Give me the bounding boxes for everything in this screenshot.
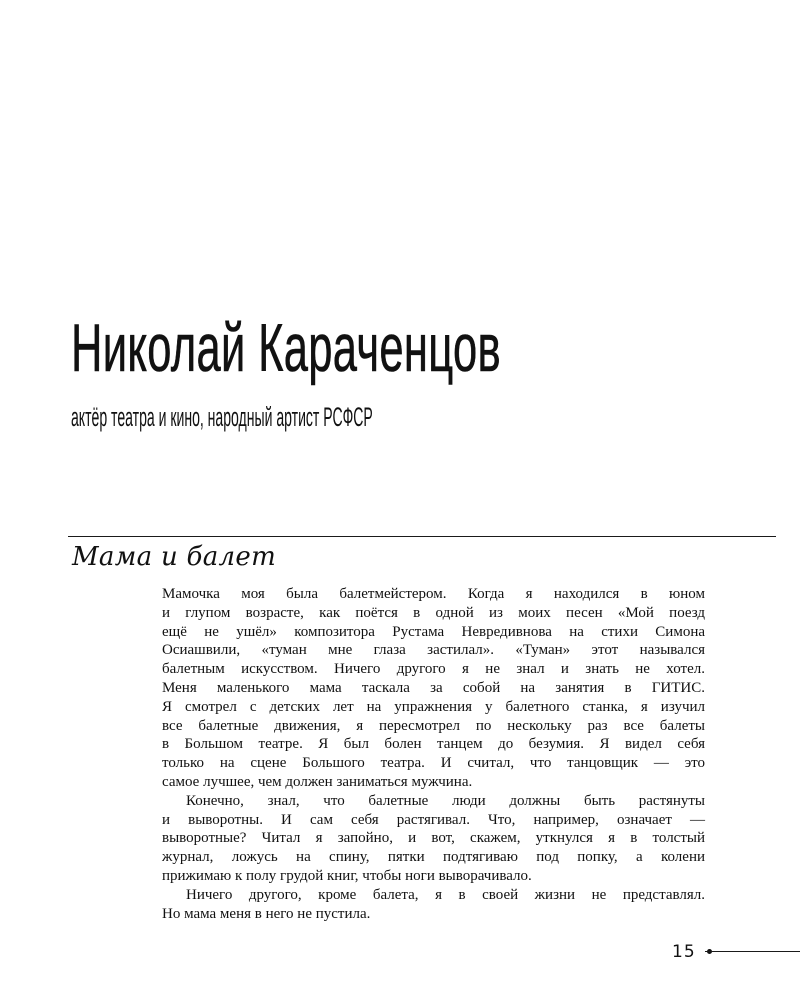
text-line: балетным искусством. Ничего другого я не знал и знать не хотел. [162,661,705,678]
section-title: Мама и балет [72,542,277,572]
text-line: выворотные? Читал я запойно, и вот, скажем, уткнулся я в толстый [162,830,705,847]
text-line: только на сцене Большого театра. И считал, что танцовщик — это [162,755,705,772]
text-line: Мамочка моя была балетмейстером. Когда я находился в юном [162,586,705,602]
text-line: Я смотрел с детских лет на упражнения у балетного станка, я изучил [162,698,705,715]
body-text [162,585,705,923]
page-marker-line [705,951,800,952]
section-divider [68,536,776,537]
author-subtitle: актёр театра и кино, народный артист РСФСР [71,402,373,432]
text-line: в Большом театре. Я был болен танцем до безумия. Я видел себя [162,736,705,753]
text-line: и выворотны. И сам себя растягивал. Что, например, означает — [162,811,705,828]
text-line: ещё не ушёл» композитора Рустама Невредивнова на стихи Симона [162,623,705,640]
text-line: Но мама меня в него не пустила. [162,905,371,922]
page-number: 15 [672,942,696,962]
text-line: прижимаю к полу грудой книг, чтобы ноги выворачивало. [162,867,532,884]
text-line: Ничего другого, кроме балета, я в своей жизни не представлял. [186,886,705,903]
text-line: самое лучшее, чем должен заниматься мужчина. [162,773,473,790]
text-line: все балетные движения, я пересмотрел по нескольку раз все балеты [162,717,705,734]
author-name: Николай Караченцов [71,310,501,386]
text-line: Конечно, знал, что балетные люди должны быть растянуты [186,792,705,809]
text-line: Осиашвили, «туман мне глаза застилал». «Туман» этот назывался [162,642,705,659]
text-line: и глупом возрасте, как поётся в одной из моих песен «Мой поезд [162,604,705,621]
text-line: Меня маленького мама таскала за собой на занятия в ГИТИС. [162,679,705,696]
text-line: журнал, ложусь на спину, пятки подтягиваю под попку, а колени [162,849,705,866]
